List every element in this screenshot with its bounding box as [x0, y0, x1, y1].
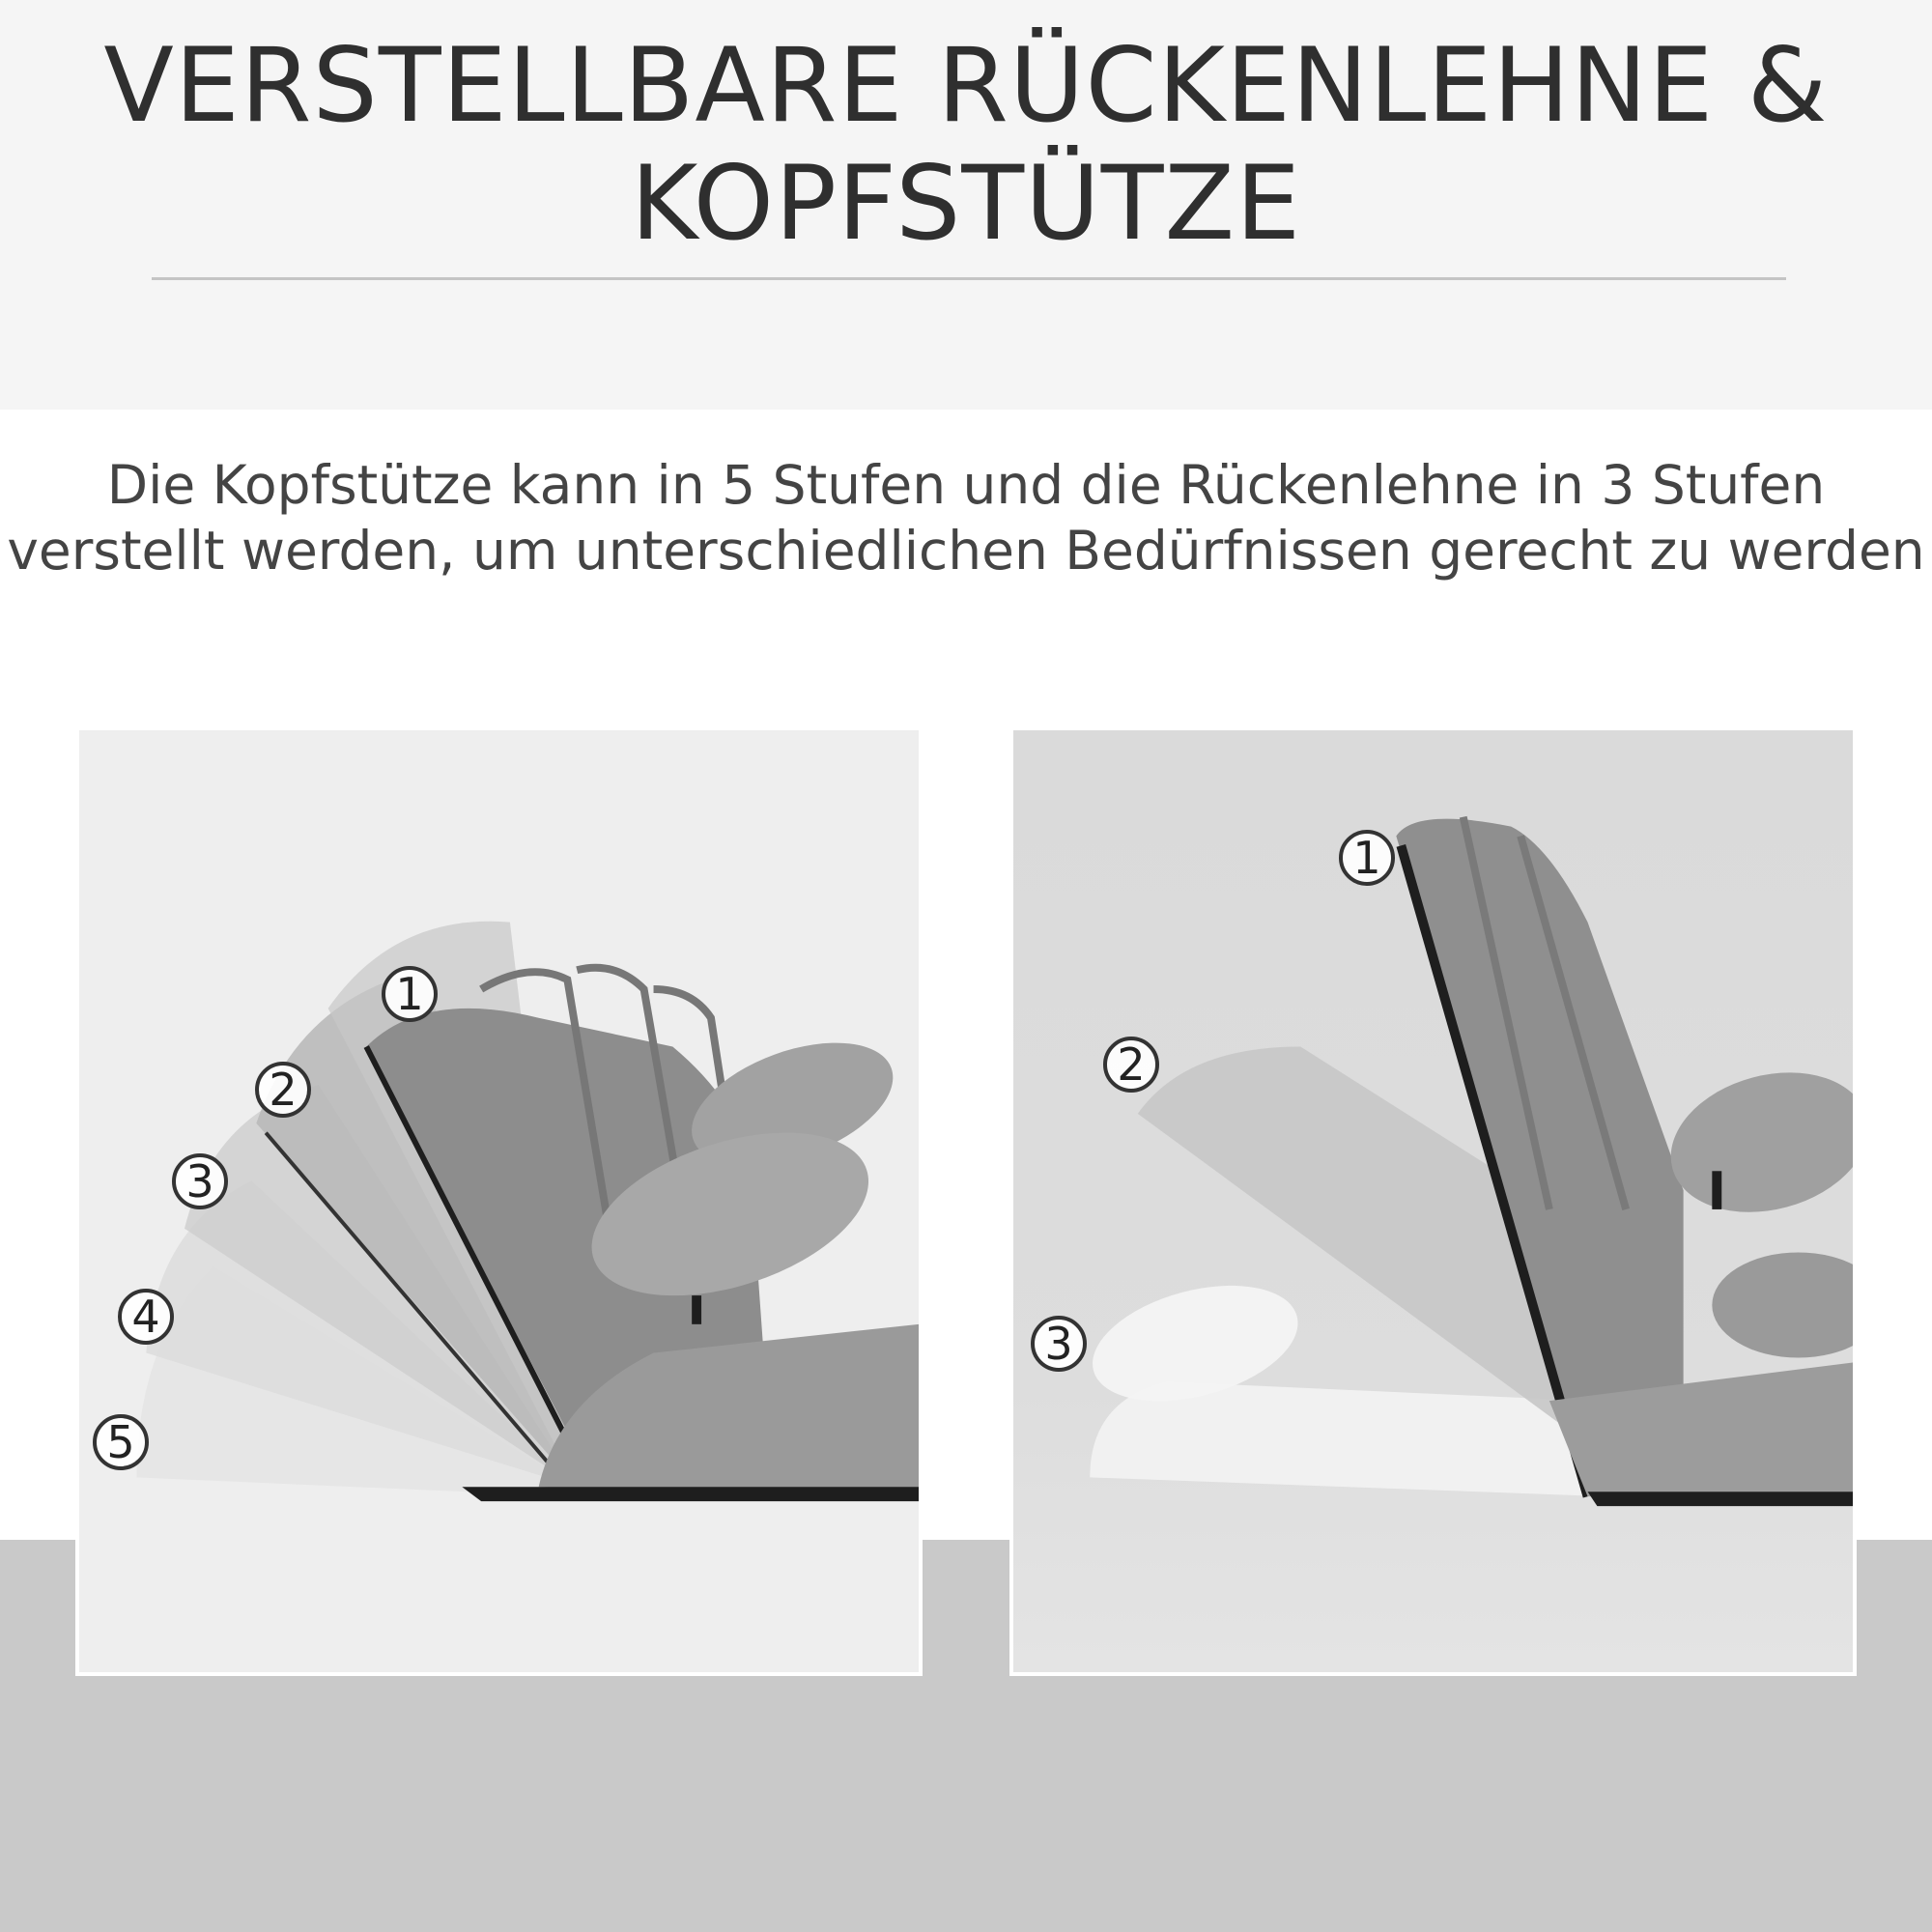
headrest-step-2: 2 [255, 1062, 311, 1118]
headrest-step-5: 5 [93, 1414, 149, 1470]
backrest-step-2: 2 [1103, 1037, 1159, 1093]
pillow-strap-right [1712, 1171, 1721, 1209]
backrest-step-3: 3 [1031, 1316, 1087, 1372]
description-line-1: Die Kopfstütze kann in 5 Stufen und die Rückenlehne in 3 Stufen [106, 454, 1826, 516]
backrest-sofa-illustration [1013, 730, 1853, 1672]
page-title [0, 27, 1932, 263]
headrest-step-1: 1 [382, 966, 438, 1022]
headrest-adjustment-image [75, 726, 923, 1676]
seat-base-right [1588, 1492, 1853, 1506]
title-line-2: KOPFSTÜTZE [630, 144, 1302, 263]
title-divider [152, 277, 1786, 280]
headrest-step-4: 4 [118, 1289, 174, 1345]
header-band [0, 0, 1932, 410]
backrest-adjustment-image [1009, 726, 1857, 1676]
headrest-step-3: 3 [172, 1153, 228, 1209]
pillow-right-lower [1712, 1253, 1853, 1358]
description-line-2: verstellt werden, um unterschiedlichen Bedürfnissen gerecht zu werden [7, 520, 1925, 582]
pillow-right-upper [1655, 1052, 1853, 1234]
seat-base [462, 1487, 919, 1501]
title-line-1: VERSTELLBARE RÜCKENLEHNE & [103, 26, 1829, 145]
description-text [0, 452, 1932, 583]
pillow-strap [692, 1295, 701, 1324]
backrest-step-1: 1 [1339, 830, 1395, 886]
